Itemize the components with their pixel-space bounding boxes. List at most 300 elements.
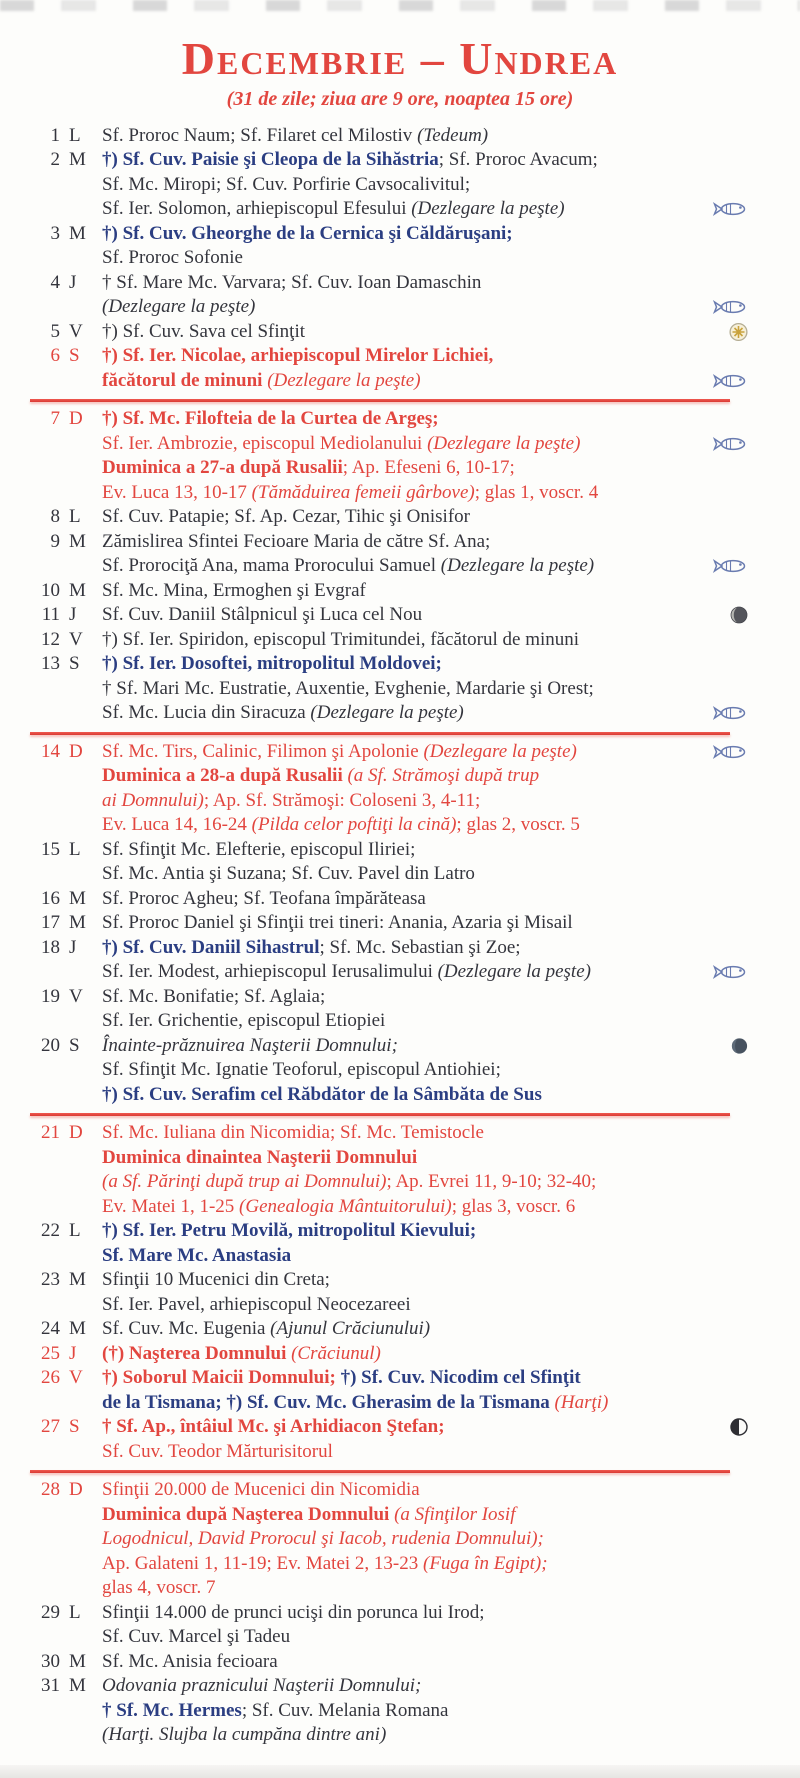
day-label <box>30 148 102 173</box>
day-number: 10 <box>41 579 60 601</box>
text-segment: (Dezlegare la peşte) <box>102 296 256 318</box>
text-segment: (a Sfinţilor Iosif <box>394 1503 516 1525</box>
entry-line <box>102 1576 800 1601</box>
calendar-entry <box>30 1268 800 1317</box>
text-segment: Sf. Ier. Modest, arhiepiscopul Ierusalimului <box>102 961 438 983</box>
text-segment: Sf. Ier. Grichentie, episcopul Etiopiei <box>102 1010 386 1032</box>
calendar-entry <box>30 271 800 320</box>
text-segment: (Dezlegare la peşte) <box>310 702 464 724</box>
day-label <box>30 1342 102 1367</box>
entry-text <box>102 1366 800 1415</box>
weekday-letter: M <box>69 149 86 171</box>
entry-line <box>102 1293 800 1318</box>
text-segment: †) Sf. Ier. Spiridon, episcopul Trimitundei, făcătorul de minuni <box>102 628 580 650</box>
entry-line <box>102 1723 800 1748</box>
scan-artifact-top <box>0 0 800 11</box>
text-segment: †) Sf. Cuv. Daniil Sihastrul <box>102 936 320 958</box>
day-label <box>30 911 102 936</box>
entry-text <box>102 1415 800 1464</box>
entry-line <box>102 652 800 677</box>
calendar-entry <box>30 579 800 604</box>
entry-line <box>102 677 800 702</box>
entry-text <box>102 407 800 505</box>
day-label <box>30 1034 102 1059</box>
weekday-letter: M <box>69 912 86 934</box>
day-number: 16 <box>41 887 60 909</box>
calendar-entry <box>30 407 800 505</box>
entry-text <box>102 1317 800 1342</box>
weekday-letter: S <box>69 345 80 367</box>
weekday-letter: M <box>69 530 86 552</box>
text-segment: de la Tismana; †) Sf. Cuv. Mc. Gherasim de la Tismana <box>102 1391 555 1413</box>
entry-line <box>102 936 800 961</box>
scan-artifact-bottom <box>0 1765 800 1778</box>
day-label <box>30 936 102 961</box>
text-segment: Înainte-prăznuirea Naşterii Domnului; <box>102 1034 398 1056</box>
entry-line <box>102 124 800 149</box>
entry-line <box>102 1083 800 1108</box>
weekday-letter: S <box>69 653 80 675</box>
weekday-letter: S <box>69 1416 80 1438</box>
text-segment: (Dezlegare la peşte) <box>423 740 577 762</box>
entry-line <box>102 603 800 628</box>
text-segment: Sfinţii 14.000 de prunci ucişi din porunca lui Irod; <box>102 1601 485 1623</box>
entry-line <box>102 481 800 506</box>
day-number: 25 <box>41 1342 60 1364</box>
text-segment: (Dezlegare la peşte) <box>427 432 581 454</box>
entry-line <box>102 369 800 394</box>
entry-line <box>102 1170 800 1195</box>
weekday-letter: D <box>69 1479 83 1501</box>
entry-line <box>102 1503 800 1528</box>
text-segment: Sf. Cuv. Marcel şi Tadeu <box>102 1626 291 1648</box>
weekday-letter: M <box>69 222 86 244</box>
day-label <box>30 838 102 863</box>
text-segment: (Harţi) <box>554 1391 609 1413</box>
text-segment: † Sf. Mc. Hermes <box>102 1699 242 1721</box>
entry-line <box>102 1342 800 1367</box>
text-segment: †) Sf. Ier. Dosoftei, mitropolitul Moldovei; <box>102 653 442 675</box>
day-label <box>30 740 102 765</box>
calendar-entry <box>30 838 800 887</box>
entry-text <box>102 1034 800 1108</box>
entry-line <box>102 1601 800 1626</box>
sunday-separator-line <box>30 399 730 402</box>
text-segment: Sf. Proroc Daniel şi Sfinţii trei tineri: Anania, Azaria şi Misail <box>102 912 573 934</box>
entry-line <box>102 148 800 173</box>
calendar-entry <box>30 1415 800 1464</box>
text-segment: ; glas 1, voscr. 4 <box>474 481 599 503</box>
weekday-letter: L <box>69 124 81 146</box>
text-segment: †) Soborul Maicii Domnului; <box>102 1367 341 1389</box>
text-segment: (Tămăduirea femeii gârbove) <box>251 481 475 503</box>
entry-line <box>102 456 800 481</box>
entry-line <box>102 887 800 912</box>
moon-first-quarter-icon <box>730 1418 748 1436</box>
entry-line <box>102 1625 800 1650</box>
entry-text <box>102 505 800 530</box>
text-segment: Sf. Cuv. Patapie; Sf. Ap. Cezar, Tihic şi Onisifor <box>102 506 470 528</box>
text-segment: †) Sf. Cuv. Nicodim cel Sfinţit <box>340 1367 581 1389</box>
day-label <box>30 222 102 247</box>
day-number: 22 <box>41 1220 60 1242</box>
day-number: 2 <box>50 149 60 171</box>
day-number: 26 <box>41 1367 60 1389</box>
entry-text <box>102 740 800 838</box>
day-label <box>30 1268 102 1293</box>
entry-line <box>102 838 800 863</box>
entry-text <box>102 271 800 320</box>
text-segment: †) Sf. Cuv. Sava cel Sfinţit <box>102 320 305 342</box>
fish-icon <box>712 705 748 722</box>
calendar-entry <box>30 628 800 653</box>
calendar-entry <box>30 1219 800 1268</box>
text-segment: (Fuga în Egipt); <box>423 1552 548 1574</box>
entry-line <box>102 246 800 271</box>
day-number: 18 <box>41 936 60 958</box>
calendar-entry <box>30 320 800 345</box>
fish-icon <box>712 435 748 452</box>
text-segment: Duminica a 28-a după Rusalii <box>102 765 348 787</box>
text-segment: †) Sf. Mc. Filofteia de la Curtea de Argeş; <box>102 408 439 430</box>
text-segment: Sf. Sfinţit Mc. Elefterie, episcopul Iliriei; <box>102 838 416 860</box>
calendar-entry <box>30 1478 800 1601</box>
day-number: 1 <box>50 124 60 146</box>
entry-line <box>102 1650 800 1675</box>
text-segment: † Sf. Ap., întâiul Mc. şi Arhidiacon Ştefan; <box>102 1416 445 1438</box>
text-segment: ; Ap. Evrei 11, 9-10; 32-40; <box>386 1171 597 1193</box>
fish-icon <box>712 201 748 218</box>
day-number: 11 <box>41 604 60 626</box>
entry-line <box>102 960 800 985</box>
day-label <box>30 579 102 604</box>
day-label <box>30 628 102 653</box>
calendar-entry <box>30 1034 800 1108</box>
day-number: 12 <box>41 628 60 650</box>
text-segment: Duminica dinaintea Naşterii Domnului <box>102 1146 418 1168</box>
entry-line <box>102 813 800 838</box>
text-segment: †) Sf. Ier. Petru Movilă, mitropolitul Kievului; <box>102 1220 477 1242</box>
text-segment: Sf. Mc. Mina, Ermoghen şi Evgraf <box>102 579 366 601</box>
fish-icon <box>712 743 748 760</box>
entry-text <box>102 344 800 393</box>
text-segment: Ev. Luca 14, 16-24 <box>102 814 252 836</box>
weekday-letter: D <box>69 1122 83 1144</box>
text-segment: Sf. Cuv. Mc. Eugenia <box>102 1318 271 1340</box>
day-label <box>30 344 102 369</box>
text-segment: Sf. Ier. Ambrozie, episcopul Mediolanului <box>102 432 428 454</box>
calendar-entry <box>30 1342 800 1367</box>
weekday-letter: J <box>69 604 77 626</box>
calendar-entry <box>30 911 800 936</box>
text-segment: Sf. Mc. Antia şi Suzana; Sf. Cuv. Pavel din Latro <box>102 863 475 885</box>
day-number: 4 <box>50 271 60 293</box>
text-segment: ; Sf. Cuv. Melania Romana <box>241 1699 449 1721</box>
entry-text <box>102 911 800 936</box>
text-segment: Ev. Matei 1, 1-25 <box>102 1195 240 1217</box>
wine-oil-icon <box>729 322 748 341</box>
text-segment: ; glas 2, voscr. 5 <box>456 814 580 836</box>
entry-line <box>102 701 800 726</box>
calendar-entry <box>30 603 800 628</box>
entry-line <box>102 1699 800 1724</box>
text-segment: †) Sf. Cuv. Paisie şi Cleopa de la Sihăstria <box>102 149 439 171</box>
day-number: 8 <box>50 506 60 528</box>
entry-line <box>102 579 800 604</box>
day-number: 15 <box>41 838 60 860</box>
entry-text <box>102 222 800 271</box>
weekday-letter: D <box>69 408 83 430</box>
text-segment: Zămislirea Sfintei Fecioare Maria de către Sf. Ana; <box>102 530 491 552</box>
sunday-separator-line <box>30 1113 730 1116</box>
weekday-letter: V <box>69 985 83 1007</box>
entry-line <box>102 862 800 887</box>
sunday-separator-line <box>30 732 730 735</box>
entry-line <box>102 197 800 222</box>
text-segment: ai Domnului) <box>102 789 204 811</box>
entry-line <box>102 789 800 814</box>
entry-text <box>102 1650 800 1675</box>
entry-line <box>102 1034 800 1059</box>
fish-icon <box>712 299 748 316</box>
text-segment: Sf. Proroc Agheu; Sf. Teofana împărăteasa <box>102 887 426 909</box>
text-segment: Sf. Mc. Bonifatie; Sf. Aglaia; <box>102 985 326 1007</box>
text-segment: (Dezlegare la peşte) <box>267 369 421 391</box>
day-label <box>30 1478 102 1503</box>
day-number: 5 <box>50 320 60 342</box>
entry-text <box>102 579 800 604</box>
entry-line <box>102 1440 800 1465</box>
calendar-entry <box>30 887 800 912</box>
day-label <box>30 1674 102 1699</box>
weekday-letter: V <box>69 1367 83 1389</box>
entry-line <box>102 344 800 369</box>
entry-line <box>102 1268 800 1293</box>
day-label <box>30 320 102 345</box>
day-label <box>30 1366 102 1391</box>
text-segment: (Crăciunul) <box>291 1342 381 1364</box>
entry-text <box>102 1674 800 1748</box>
text-segment: (a Sf. Părinţi după trup ai Domnului) <box>102 1171 387 1193</box>
entry-text <box>102 530 800 579</box>
day-number: 21 <box>41 1122 60 1144</box>
entry-line <box>102 1415 800 1440</box>
text-segment: (Dezlegare la peşte) <box>411 198 565 220</box>
entry-line <box>102 1009 800 1034</box>
entry-text <box>102 1342 800 1367</box>
entry-line <box>102 1366 800 1391</box>
entry-line <box>102 1391 800 1416</box>
entry-text <box>102 652 800 726</box>
day-label <box>30 1219 102 1244</box>
day-label <box>30 505 102 530</box>
text-segment: † Sf. Mare Mc. Varvara; Sf. Cuv. Ioan Damaschin <box>102 271 482 293</box>
moon-last-quarter-icon <box>730 606 748 624</box>
entry-line <box>102 1195 800 1220</box>
day-number: 17 <box>41 912 60 934</box>
day-label <box>30 407 102 432</box>
calendar-entry <box>30 222 800 271</box>
text-segment: ; Ap. Sf. Strămoşi: Coloseni 3, 4-11; <box>203 789 481 811</box>
day-label <box>30 271 102 296</box>
day-label <box>30 887 102 912</box>
text-segment: Sf. Mc. Iuliana din Nicomidia; Sf. Mc. Temistocle <box>102 1122 484 1144</box>
text-segment: Duminica după Naşterea Domnului <box>102 1503 395 1525</box>
day-label <box>30 124 102 149</box>
text-segment: Sf. Mc. Miropi; Sf. Cuv. Porfirie Cavsocalivitul; <box>102 173 471 195</box>
entry-text <box>102 985 800 1034</box>
weekday-letter: S <box>69 1034 80 1056</box>
entry-line <box>102 1146 800 1171</box>
day-label <box>30 1317 102 1342</box>
entry-text <box>102 1478 800 1601</box>
day-number: 23 <box>41 1269 60 1291</box>
calendar-entry <box>30 530 800 579</box>
text-segment: †) Sf. Ier. Nicolae, arhiepiscopul Mirelor Lichiei, <box>102 345 494 367</box>
entry-line <box>102 1219 800 1244</box>
entry-line <box>102 320 800 345</box>
text-segment: (†) Naşterea Domnului <box>102 1342 292 1364</box>
calendar-entry <box>30 985 800 1034</box>
entry-text <box>102 1601 800 1650</box>
fish-icon <box>712 372 748 389</box>
moon-new-icon <box>731 1037 748 1054</box>
text-segment: ; Sf. Mc. Sebastian şi Zoe; <box>319 936 521 958</box>
weekday-letter: M <box>69 1675 86 1697</box>
fish-icon <box>712 964 748 981</box>
calendar-entry <box>30 505 800 530</box>
day-number: 19 <box>41 985 60 1007</box>
entry-line <box>102 295 800 320</box>
weekday-letter: L <box>69 506 81 528</box>
weekday-letter: M <box>69 1318 86 1340</box>
entry-line <box>102 432 800 457</box>
text-segment: Ev. Luca 13, 10-17 <box>102 481 252 503</box>
entry-line <box>102 554 800 579</box>
day-label <box>30 603 102 628</box>
day-number: 28 <box>41 1479 60 1501</box>
entry-line <box>102 1674 800 1699</box>
entry-line <box>102 407 800 432</box>
text-segment: Sf. Cuv. Daniil Stâlpnicul şi Luca cel Nou <box>102 604 423 626</box>
text-segment: ; Ap. Efeseni 6, 10-17; <box>342 457 515 479</box>
text-segment: ; Sf. Proroc Avacum; <box>438 149 598 171</box>
calendar-entry <box>30 344 800 393</box>
entry-line <box>102 1121 800 1146</box>
weekday-letter: J <box>69 936 77 958</box>
text-segment: glas 4, voscr. 7 <box>102 1577 216 1599</box>
entry-line <box>102 1552 800 1577</box>
text-segment: †) Sf. Cuv. Serafim cel Răbdător de la Sâmbăta de Sus <box>102 1083 542 1105</box>
day-label <box>30 1601 102 1626</box>
calendar-entry <box>30 936 800 985</box>
weekday-letter: J <box>69 1342 77 1364</box>
text-segment: (Dezlegare la peşte) <box>437 961 591 983</box>
weekday-letter: M <box>69 579 86 601</box>
text-segment: Sf. Proroc Naum; Sf. Filaret cel Milostiv <box>102 124 418 146</box>
text-segment: Sf. Mare Mc. Anastasia <box>102 1244 292 1266</box>
day-label <box>30 1650 102 1675</box>
entry-line <box>102 985 800 1010</box>
entry-line <box>102 1527 800 1552</box>
text-segment: Sfinţii 20.000 de Mucenici din Nicomidia <box>102 1479 420 1501</box>
text-segment: (Ajunul Crăciunului) <box>270 1318 431 1340</box>
calendar-entry <box>30 1601 800 1650</box>
entry-line <box>102 530 800 555</box>
fish-icon <box>712 558 748 575</box>
day-label <box>30 985 102 1010</box>
entry-text <box>102 148 800 222</box>
day-number: 3 <box>50 222 60 244</box>
calendar-entry <box>30 1317 800 1342</box>
text-segment: (Harţi. Slujba la cumpăna dintre ani) <box>102 1724 387 1746</box>
text-segment: Sf. Proroc Sofonie <box>102 247 243 269</box>
sunday-separator-line <box>30 1470 730 1473</box>
text-segment: ; glas 3, voscr. 6 <box>451 1195 576 1217</box>
entry-text <box>102 1121 800 1219</box>
text-segment: (Pilda celor poftiţi la cină) <box>251 814 457 836</box>
day-number: 20 <box>41 1034 60 1056</box>
day-number: 24 <box>41 1318 60 1340</box>
text-segment: Sf. Ier. Solomon, arhiepiscopul Efesului <box>102 198 412 220</box>
text-segment: Sf. Mc. Lucia din Siracuza <box>102 702 311 724</box>
entry-line <box>102 1244 800 1269</box>
entry-line <box>102 1058 800 1083</box>
day-number: 31 <box>41 1675 60 1697</box>
text-segment: Logodnicul, David Prorocul şi Iacob, rudenia Domnului); <box>102 1528 544 1550</box>
text-segment: Sf. Mc. Tirs, Calinic, Filimon şi Apolonie <box>102 740 424 762</box>
page-title: Decembrie – Undrea <box>181 33 619 84</box>
weekday-letter: M <box>69 1650 86 1672</box>
text-segment: Sf. Cuv. Teodor Mărturisitorul <box>102 1440 333 1462</box>
calendar-entry <box>30 1366 800 1415</box>
text-segment: Ap. Galateni 1, 11-19; Ev. Matei 2, 13-23 <box>102 1552 423 1574</box>
entry-line <box>102 173 800 198</box>
entry-line <box>102 505 800 530</box>
entry-line <box>102 764 800 789</box>
day-number: 13 <box>41 653 60 675</box>
weekday-letter: L <box>69 1220 81 1242</box>
entry-text <box>102 320 800 345</box>
day-label <box>30 530 102 555</box>
weekday-letter: L <box>69 1601 81 1623</box>
text-segment: Duminica a 27-a după Rusalii <box>102 457 343 479</box>
day-number: 29 <box>41 1601 60 1623</box>
entry-line <box>102 628 800 653</box>
entry-text <box>102 603 800 628</box>
weekday-letter: J <box>69 271 77 293</box>
day-number: 9 <box>50 530 60 552</box>
day-number: 27 <box>41 1416 60 1438</box>
day-number: 14 <box>41 740 60 762</box>
calendar-entry <box>30 1650 800 1675</box>
text-segment: (a Sf. Strămoşi după trup <box>347 765 540 787</box>
calendar-entry <box>30 124 800 149</box>
calendar-entry <box>30 740 800 838</box>
day-number: 6 <box>50 345 60 367</box>
text-segment: Sf. Mc. Anisia fecioara <box>102 1650 278 1672</box>
text-segment: Sf. Sfinţit Mc. Ignatie Teoforul, episcopul Antiohiei; <box>102 1059 501 1081</box>
calendar-entries <box>0 124 800 1748</box>
weekday-letter: D <box>69 740 83 762</box>
weekday-letter: V <box>69 320 83 342</box>
entry-line <box>102 222 800 247</box>
text-segment: (Genealogia Mântuitorului) <box>239 1195 452 1217</box>
entry-line <box>102 271 800 296</box>
text-segment: †) Sf. Cuv. Gheorghe de la Cernica şi Căldăruşani; <box>102 222 513 244</box>
day-number: 7 <box>50 408 60 430</box>
weekday-letter: V <box>69 628 83 650</box>
